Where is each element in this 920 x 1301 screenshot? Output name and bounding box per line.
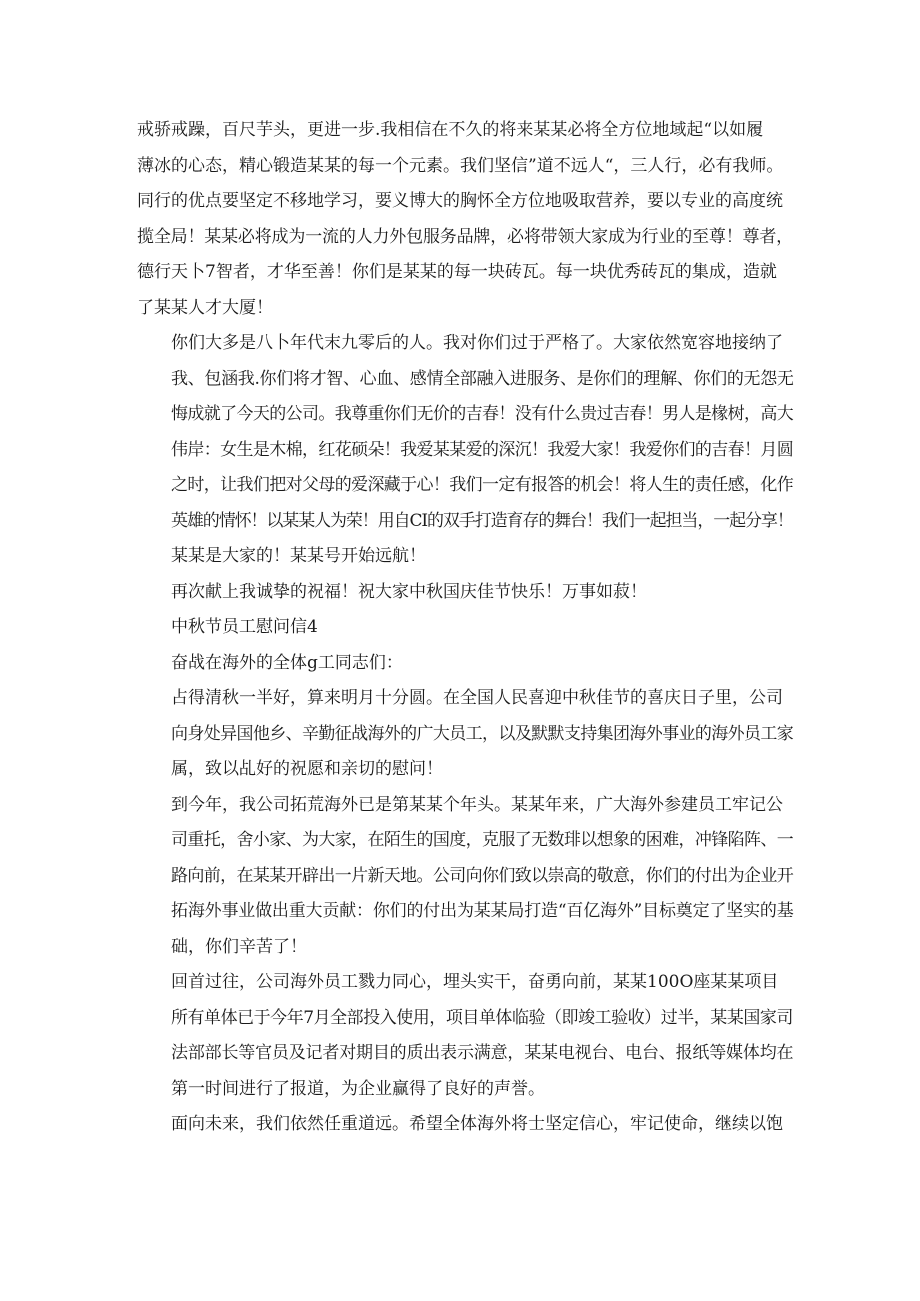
text-line: 面向未来，我们依然任重道远。希望全体海外将士坚定信心，牢记使命，继续以饱 [171, 1114, 783, 1134]
text-line: 向身处异国他乡、辛勤征战海外的广大员工，以及默默支持集团海外事业的海外员工家 [171, 723, 794, 744]
text-line: 德行天卜7智者，才华至善！你们是某某的每一块砖瓦。每一块优秀砖瓦的集成，造就 [137, 262, 777, 282]
document-body [137, 113, 797, 1143]
paragraph [137, 610, 797, 646]
text-line: 你们大多是八卜年代末九零后的人。我对你们过于严格了。大家依然宽容地接纳了 [171, 333, 783, 353]
text-line: 再次献上我诚挚的祝福！祝大家中秋国庆佳节快乐！万事如菽！ [171, 581, 647, 602]
text-line: 占得清秋一半好，算来明月十分圆。在全国人民喜迎中秋佳节的喜庆日子里，公司 [171, 688, 783, 708]
text-line: 础，你们辛苦了！ [171, 936, 307, 957]
text-line: 之时，让我们把对父母的爱深藏于心！我们一定有报答的机会！将人生的责任感，化作 [171, 475, 794, 495]
text-line: 到今年，我公司拓荒海外已是第某某个年头。某某年来，广大海外参建员工牢记公 [171, 794, 783, 815]
paragraph [137, 646, 797, 682]
text-line: 揽全局！某某必将成为一流的人力外包服务品牌，必将带领大家成为行业的至尊！尊者， [137, 226, 793, 247]
text-line: 法部部长等官员及记者对期目的质出表示满意，某某电视台、电台、报纸等媒体均在 [171, 1043, 794, 1063]
text-line: 所有单体已于今年7月全部投入使用，项目单体临验（即竣工验收）过半，某某国家司 [171, 1007, 793, 1028]
text-line: 回首过往，公司海外员工戮力同心，埋头实干，奋勇向前，某某100O座某某项目 [171, 972, 779, 992]
text-line: 奋战在海外的全体g工同志们： [171, 652, 403, 673]
text-line: 薄冰的心态，精心锻造某某的每一个元素。我们坚信”道不远人“，三人行，必有我师。 [137, 155, 784, 176]
text-line: 英雄的情怀！以某某人为荣！用自CI的双手打造育存的舞台！我们一起担当，一起分享！ [171, 510, 793, 531]
text-line: 第一时间进行了报道，为企业赢得了良好的声誉。 [171, 1078, 545, 1099]
text-line: 悔成就了今天的公司。我尊重你们无价的吉春！没有什么贵过吉春！男人是椽树，高大 [171, 404, 794, 424]
text-line: 我、包涵我.你们将才智、心血、感情全部融入进服务、是你们的理解、你们的无怨无 [171, 368, 794, 389]
text-line: 司重托，舍小家、为大家，在陌生的国度，克服了无数琲以想象的困难，冲锋陷阵、一 [171, 830, 794, 850]
text-line: 伟岸：女生是木棉，红花硕朵！我爱某某爱的深沉！我爱大家！我爱你们的吉春！月圆 [171, 439, 794, 460]
paragraph [137, 681, 797, 788]
text-line: 属，致以乩好的祝愿和亲切的慰问！ [171, 759, 443, 779]
paragraph [137, 113, 797, 326]
text-line: 中秋节员工慰问信4 [171, 617, 318, 637]
paragraph [137, 326, 797, 575]
text-line: 戒骄戒躁，百尺芋头，更进一步.我相信在不久的将来某某必将全方位地域起“以如履 [137, 120, 764, 140]
paragraph [137, 1107, 797, 1143]
text-line: 拓海外事业做出重大贡献：你们的付出为某某局打造“百亿海外”目标奠定了坚实的基 [171, 901, 794, 921]
text-line: 同行的优点要坚定不移地学习，要义博大的胸怀全方位地吸取营养，要以专业的高度统 [137, 191, 783, 211]
text-line: 路向前，在某某开辟出一片新天地。公司向你们致以崇高的敬意，你们的付出为企业开 [171, 865, 794, 886]
text-line: 了某某人才大厦！ [137, 297, 273, 318]
paragraph [137, 575, 797, 611]
text-line: 某某是大家的！某某号开始远航！ [171, 546, 426, 566]
paragraph [137, 788, 797, 966]
paragraph [137, 965, 797, 1107]
